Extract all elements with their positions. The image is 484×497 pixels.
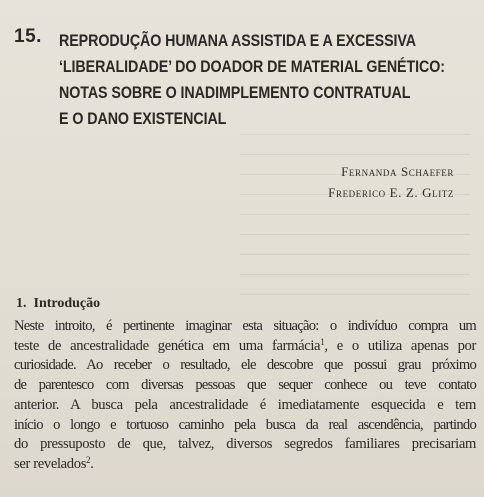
paragraph-line — [14, 396, 476, 416]
author-name: Frederico E. Z. Glitz — [328, 185, 454, 200]
chapter-title-line: ‘LIBERALIDADE’ DO DOADOR DE MATERIAL GENÉTICO: — [59, 57, 445, 76]
footnote-ref[interactable]: 1 — [320, 336, 325, 347]
paragraph-line — [14, 356, 476, 376]
footnote-ref[interactable]: 2 — [86, 454, 91, 465]
line-text: anterior. A busca pela ancestralidade é imediatamente esquecida e tem — [14, 396, 476, 413]
line-text: teste de ancestralidade genética em uma farmácia — [14, 337, 321, 354]
paragraph-line — [14, 337, 476, 357]
section-number: 1. — [16, 296, 27, 311]
line-text: início o longo e tortuoso caminho pela busca da real ascendência, partindo — [14, 416, 476, 433]
paragraph-line — [14, 455, 476, 475]
line-text: do pressuposto de que, talvez, diversos segredos familiares precisariam — [14, 436, 476, 453]
line-text: curiosidade. Ao receber o resultado, ele descobre que possui grau próximo — [14, 357, 476, 374]
paragraph-line — [14, 416, 476, 436]
paragraph-line — [14, 317, 476, 337]
paragraph-line — [14, 376, 476, 396]
author-name: Fernanda Schaefer — [341, 164, 454, 179]
author-list — [328, 161, 454, 203]
line-text: de parentesco com diversas pessoas que sequer conhece ou teve contato — [14, 377, 476, 394]
chapter-title-line: E O DANO EXISTENCIAL — [59, 109, 227, 128]
line-text: , e o utiliza apenas por — [324, 337, 476, 354]
page-bleed-through — [240, 120, 470, 300]
line-text: . — [90, 455, 94, 472]
section-title: Introdução — [33, 296, 101, 311]
chapter-title-line: REPRODUÇÃO HUMANA ASSISTIDA E A EXCESSIVA — [59, 31, 417, 50]
line-text: Neste introito, é pertinente imaginar esta situação: o indivíduo compra um — [14, 318, 476, 334]
line-text: ser revelados — [14, 455, 87, 472]
paragraph-line — [14, 435, 476, 455]
chapter-number: 15. — [14, 26, 42, 47]
chapter-title-line: NOTAS SOBRE O INADIMPLEMENTO CONTRATUAL — [59, 83, 411, 102]
body-paragraph — [14, 317, 476, 475]
chapter-title — [59, 28, 469, 132]
section-heading — [16, 296, 100, 312]
